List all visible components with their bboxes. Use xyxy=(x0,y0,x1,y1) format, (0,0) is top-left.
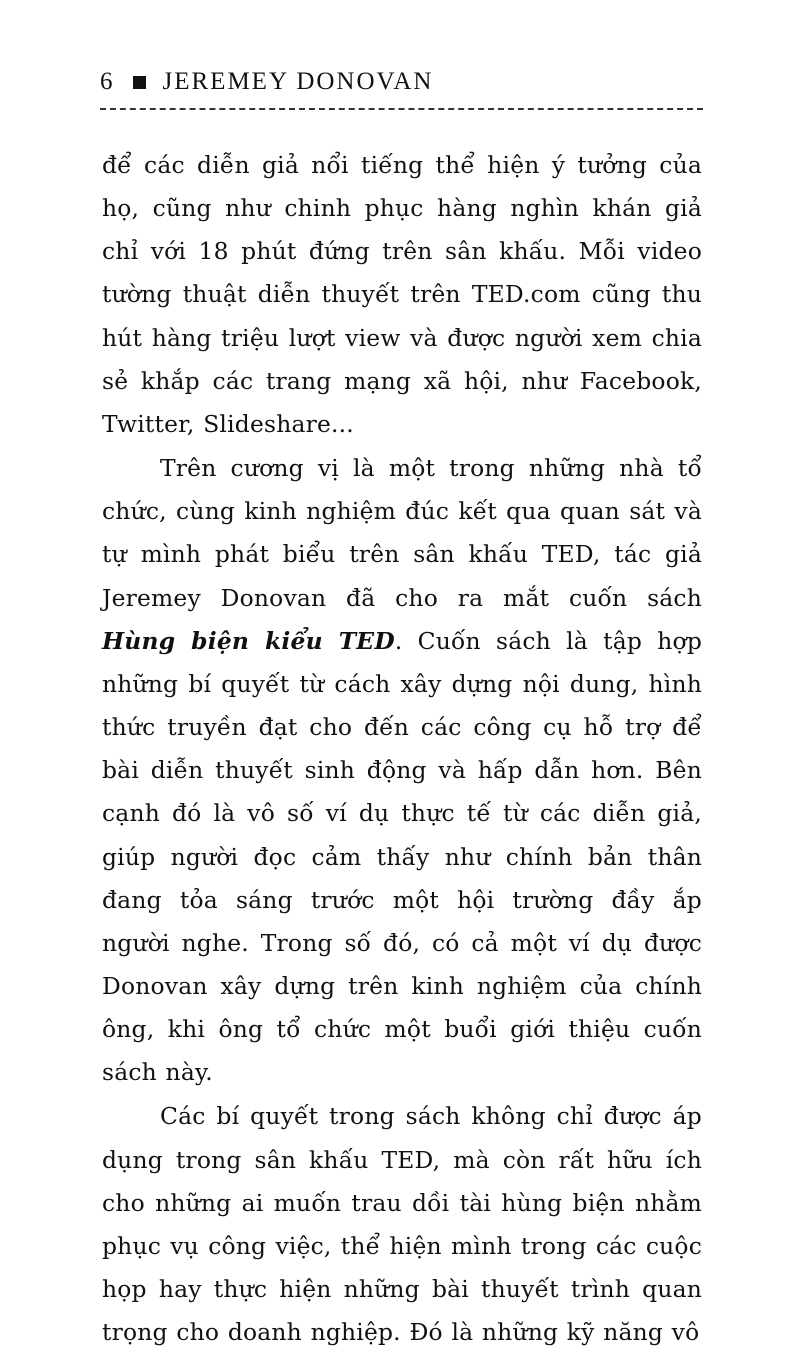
running-header-author: JEREMEY DONOVAN xyxy=(162,68,434,95)
paragraph-2-after: . Cuốn sách là tập hợp những bí quyết từ cách xây dựng nội dung, hình thức truyền đạt cho đến các công cụ hỗ trợ để bài diễn thuyết sinh động và hấp dẫn hơn. Bên cạnh đó là vô số ví dụ thực tế từ các diễn giả, giúp người đọc cảm thấy như chính bản thân đang tỏa sáng trước một hội trường đầy ắp người nghe. Trong số đó, có cả một ví dụ được Donovan xây dựng trên kinh nghiệm của chính ông, khi ông tổ chức một buổi giới thiệu cuốn sách này. xyxy=(102,626,702,1087)
page-number: 6 xyxy=(100,68,115,95)
paragraph-1: để các diễn giả nổi tiếng thể hiện ý tưởng của họ, cũng như chinh phục hàng nghìn khán giả chỉ với 18 phút đứng trên sân khấu. Mỗi video tường thuật diễn thuyết trên TED.com cũng thu hút hàng triệu lượt view và được người xem chia sẻ khắp các trang mạng xã hội, như Facebook, Twitter, Slideshare... xyxy=(102,151,702,438)
paragraph-3: Các bí quyết trong sách không chỉ được áp dụng trong sân khấu TED, mà còn rất hữu ích cho những ai muốn trau dồi tài hùng biện nhằm phục vụ công việc, thể hiện mình trong các cuộc họp hay thực hiện những bài thuyết trình quan trọng cho doanh nghiệp. Đó là những kỹ năng vô xyxy=(102,1102,702,1347)
running-header xyxy=(100,68,433,96)
book-title: Hùng biện kiểu TED xyxy=(102,626,395,655)
body-text xyxy=(102,144,702,1354)
paragraph-2 xyxy=(102,447,702,1094)
bullet-square-icon xyxy=(133,76,146,89)
header-dashed-divider xyxy=(100,108,703,110)
paragraph-2-before: Trên cương vị là một trong những nhà tổ chức, cùng kinh nghiệm đúc kết qua quan sát và tự mình phát biểu trên sân khấu TED, tác giả Jeremey Donovan đã cho ra mắt cuốn sách xyxy=(102,454,702,612)
